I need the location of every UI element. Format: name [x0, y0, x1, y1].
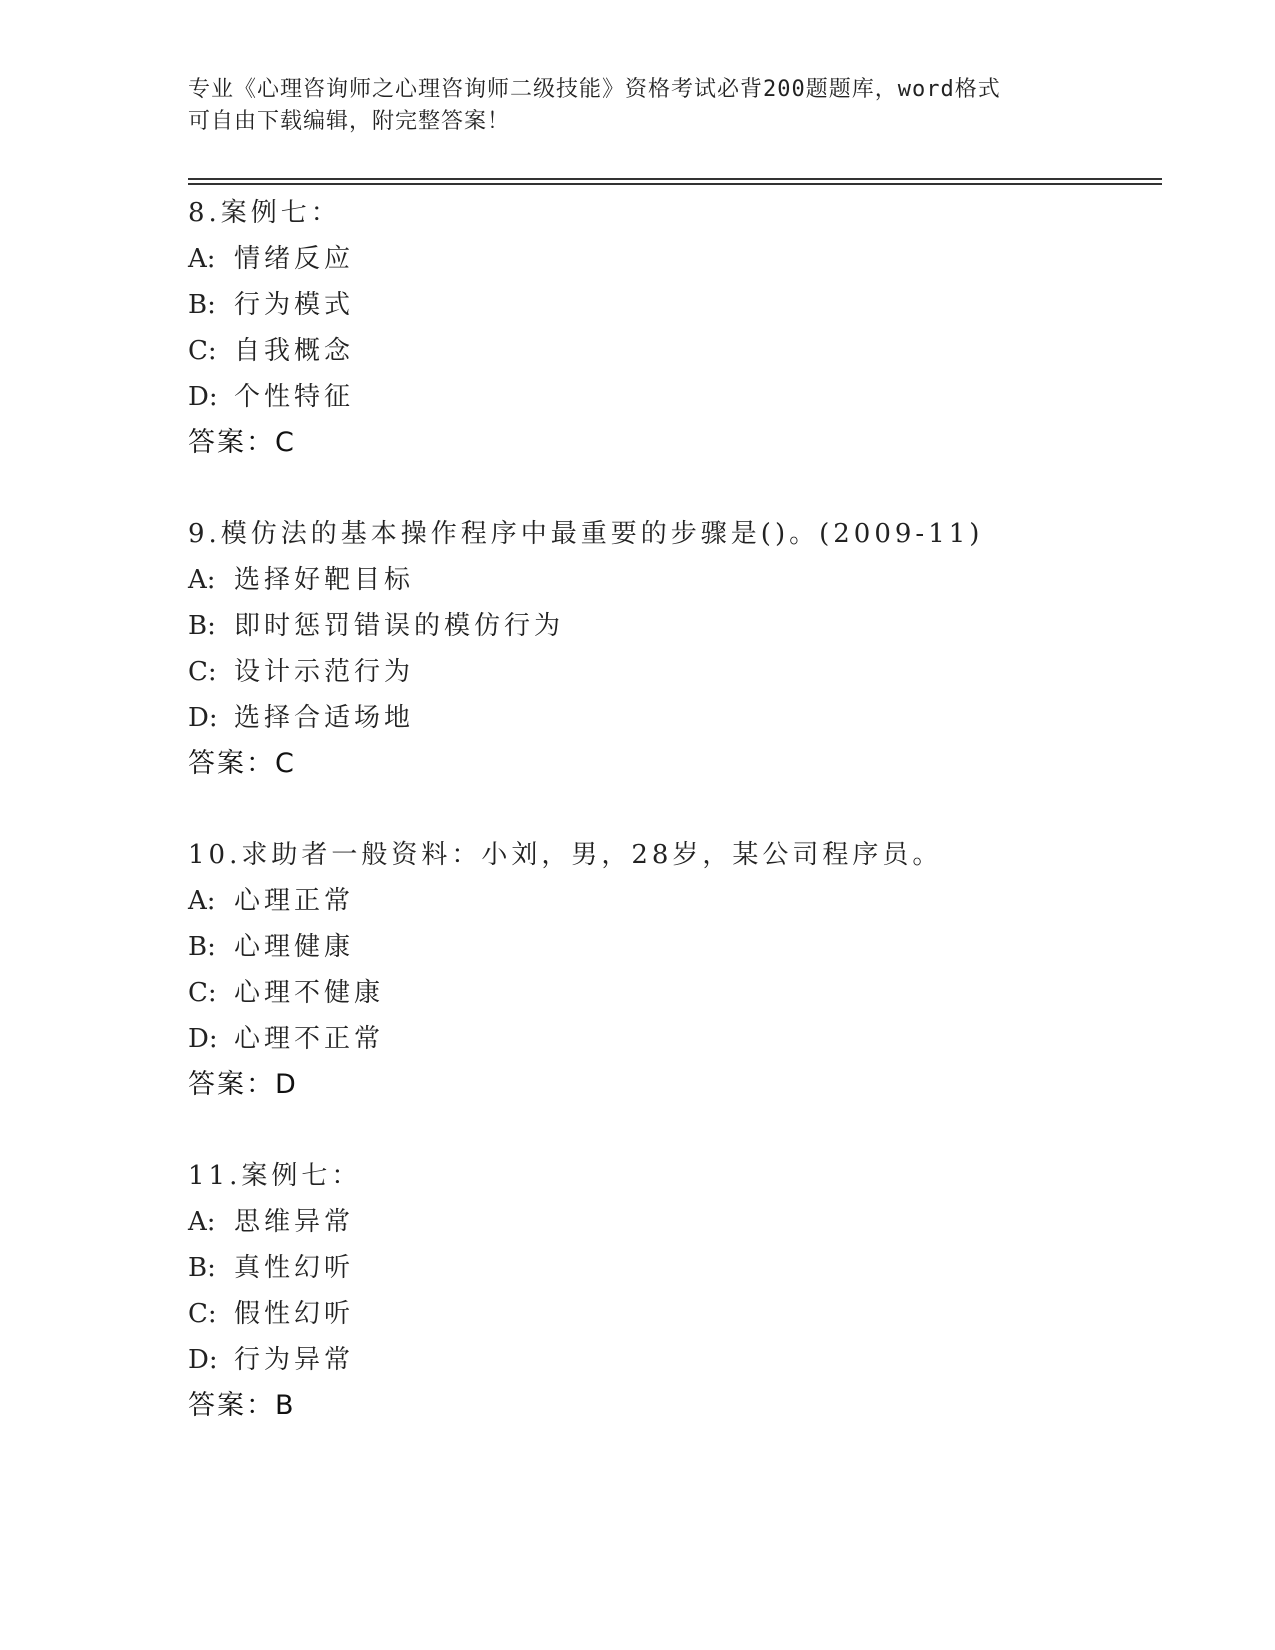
option-text: 心理健康 [234, 932, 355, 962]
option-b [188, 1245, 1148, 1291]
option-key: D: [188, 703, 218, 733]
option-key: B: [188, 1253, 216, 1283]
option-key: D: [188, 1024, 218, 1054]
question-item [188, 511, 1148, 787]
option-key: D: [188, 1345, 218, 1375]
question-item [188, 1153, 1148, 1429]
header-divider-bottom [188, 183, 1162, 185]
option-text: 选择好靶目标 [234, 565, 415, 595]
question-list [188, 190, 1148, 1474]
option-c [188, 1291, 1148, 1337]
option-text: 情绪反应 [234, 244, 355, 274]
option-text: 即时惩罚错误的模仿行为 [234, 611, 565, 641]
option-a [188, 878, 1148, 924]
option-a [188, 236, 1148, 282]
option-a [188, 1199, 1148, 1245]
answer-line: 答案：D [188, 1069, 298, 1100]
option-text: 心理不正常 [234, 1024, 385, 1054]
header-line-1: 专业《心理咨询师之心理咨询师二级技能》资格考试必背200题题库，word格式 [188, 77, 1001, 102]
question-stem: 9.模仿法的基本操作程序中最重要的步骤是()。(2009-11) [188, 519, 984, 549]
option-text: 真性幻听 [234, 1253, 355, 1283]
option-c [188, 970, 1148, 1016]
option-key: A: [188, 244, 216, 274]
option-key: C: [188, 657, 217, 687]
option-d [188, 1016, 1148, 1062]
option-key: C: [188, 978, 217, 1008]
option-text: 心理正常 [234, 886, 355, 916]
option-key: B: [188, 932, 216, 962]
question-stem: 11.案例七： [188, 1161, 362, 1191]
option-text: 行为模式 [234, 290, 355, 320]
option-key: C: [188, 336, 217, 366]
option-key: B: [188, 611, 216, 641]
option-d [188, 374, 1148, 420]
option-a [188, 557, 1148, 603]
option-text: 心理不健康 [234, 978, 385, 1008]
answer-line: 答案：B [188, 1390, 296, 1421]
option-key: B: [188, 290, 216, 320]
option-d [188, 1337, 1148, 1383]
option-text: 思维异常 [234, 1207, 355, 1237]
option-text: 选择合适场地 [234, 703, 415, 733]
option-b [188, 924, 1148, 970]
option-key: A: [188, 1207, 216, 1237]
option-text: 行为异常 [234, 1345, 355, 1375]
answer-line: 答案：C [188, 427, 296, 458]
option-text: 个性特征 [234, 382, 355, 412]
option-c [188, 649, 1148, 695]
option-d [188, 695, 1148, 741]
option-text: 自我概念 [234, 336, 355, 366]
option-b [188, 282, 1148, 328]
document-header [188, 74, 1088, 138]
option-text: 假性幻听 [234, 1299, 355, 1329]
option-key: C: [188, 1299, 217, 1329]
option-c [188, 328, 1148, 374]
question-item [188, 832, 1148, 1108]
option-key: A: [188, 565, 216, 595]
question-stem: 8.案例七： [188, 198, 341, 228]
question-stem: 10.求助者一般资料：小刘，男，28岁，某公司程序员。 [188, 840, 943, 870]
question-item [188, 190, 1148, 466]
option-text: 设计示范行为 [234, 657, 415, 687]
option-key: A: [188, 886, 216, 916]
header-line-2: 可自由下载编辑，附完整答案！ [188, 109, 511, 134]
option-key: D: [188, 382, 218, 412]
answer-line: 答案：C [188, 748, 296, 779]
option-b [188, 603, 1148, 649]
header-divider-top [188, 178, 1162, 180]
